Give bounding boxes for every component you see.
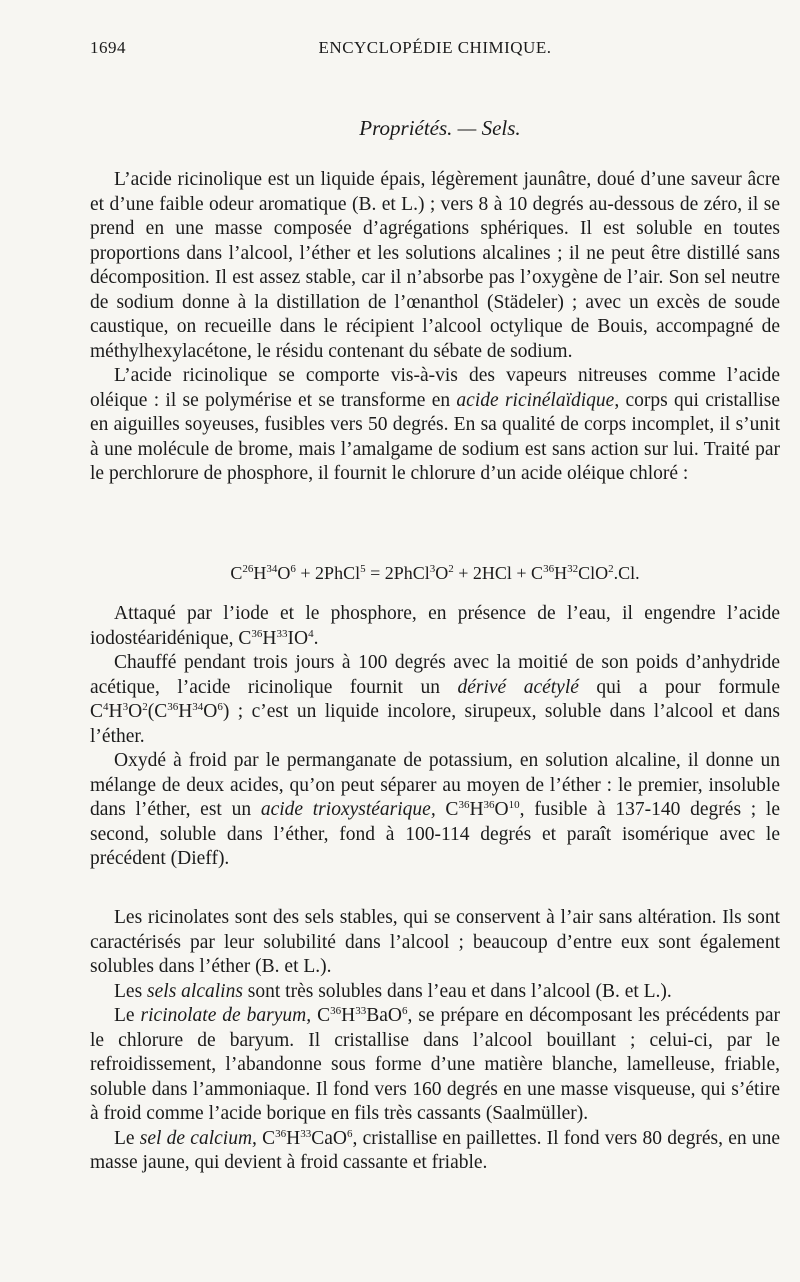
running-title: ENCYCLOPÉDIE CHIMIQUE.: [318, 38, 552, 57]
page-header: [90, 38, 780, 62]
paragraph: L’acide ricinolique se comporte vis-à-vis des vapeurs nitreuses comme l’acide oléique : il se polymérise et se transforme en acide ricinélaïdique, corps qui cristallise en aiguilles soyeuses, fusibles vers 50 degrés. En sa qualité de corps incomplet, il s’unit à une molécule de brome, mais l’amalgame de sodium est sans action sur lui. Traité par le perchlorure de phosphore, il fournit le chlorure d’un acide oléique chloré :: [90, 365, 780, 484]
chemical-equation: $C^{26}H^{34}O^6$ + 2PhCl$^5$ = $2PhCl^3O^2 + 2HCl + C^{36}H^{32}ClO^2.Cl$.: [230, 563, 640, 583]
page-number: 1694: [90, 38, 126, 57]
compound-name: acide trioxystéarique,: [260, 799, 436, 820]
compound-name: acide ricinélaïdique: [456, 389, 615, 411]
paragraph: Oxydé à froid par le permanganate de potassium, en solution alcaline, il donne un mélange de deux acides, qu’on peut séparer au moyen de l’éther : le premier, insoluble dans l’éther, est un acide trioxystéarique, $C^{36}H^{36}O^{10}$, fusible à 137-140 degrés ; le second, soluble dans l’éther, fond à 100-114 degrés et paraît isomérique avec le précédent (Dieff).: [90, 750, 780, 869]
compound-name: sel de calcium,: [139, 1127, 257, 1149]
paragraph: L’acide ricinolique est un liquide épais, légèrement jaunâtre, doué d’une saveur âcre et d’une faible odeur aromatique (B. et L.) ; vers 8 à 10 degrés au-dessous de zéro, il se prend en une masse composée d’agrégations sphériques. Il est soluble en toutes proportions dans l’alcool, l’éther et les solutions alcalines ; il ne peut être distillé sans décomposition. Il est assez stable, car il n’absorbe pas l’oxygène de l’air. Son sel neutre de sodium donne à la distillation de l’œnanthol (Städeler) ; avec un excès de soude caustique, on recueille dans le récipient l’alcool octylique de Bouis, accompagné de méthylhexylacétone, le résidu contenant du sébate de sodium.: [90, 169, 780, 362]
paragraph: Les ricinolates sont des sels stables, qui se conservent à l’air sans altération. Ils sont caractérisés par leur solubilité dans l’alcool ; beaucoup d’entre eux sont également solubles dans l’éther (B. et L.).: [90, 907, 780, 977]
compound-name: ricinolate de baryum,: [140, 1005, 312, 1026]
compound-name: dérivé acétylé: [457, 676, 579, 698]
text-block-1: [90, 168, 780, 487]
paragraph: Chauffé pendant trois jours à 100 degrés avec la moitié de son poids d’anhydride acétique, l’acide ricinolique fournit un dérivé acétylé qui a pour formule $C^4H^3O^2(C^{36}H^{34}O^6)$ ; c’est un liquide incolore, sirupeux, soluble dans l’alcool et dans l’éther.: [90, 652, 780, 747]
section-title: Propriétés. — Sels.: [359, 116, 521, 140]
paragraph: Le ricinolate de baryum, $C^{36}H^{33}BaO^6$, se prépare en décomposant les précédents par le chlorure de baryum. Il cristallise dans l’alcool bouillant ; celui-ci, par le refroidissement, l’abandonne sous forme d’une matière blanche, lamelleuse, friable, soluble dans l’ammoniaque. Il fond vers 160 degrés en une masse visqueuse, qui s’étire à froid comme l’acide borique en fils très cassants (Saalmüller).: [90, 1005, 780, 1124]
text-block-3: [90, 906, 780, 1176]
paragraph: Attaqué par l’iode et le phosphore, en présence de l’eau, il engendre l’acide iodostéaridénique, $C^{36}H^{33}IO^4$.: [90, 603, 780, 649]
compound-name: sels alcalins: [147, 980, 243, 1002]
paragraph: Les sels alcalins sont très solubles dans l’eau et dans l’alcool (B. et L.).: [114, 980, 672, 1002]
text-block-2: [90, 602, 780, 872]
paragraph: Le sel de calcium, $C^{36}H^{33}CaO^6$, cristallise en paillettes. Il fond vers 80 degrés, en une masse jaune, qui devient à froid cassante et friable.: [90, 1127, 780, 1173]
